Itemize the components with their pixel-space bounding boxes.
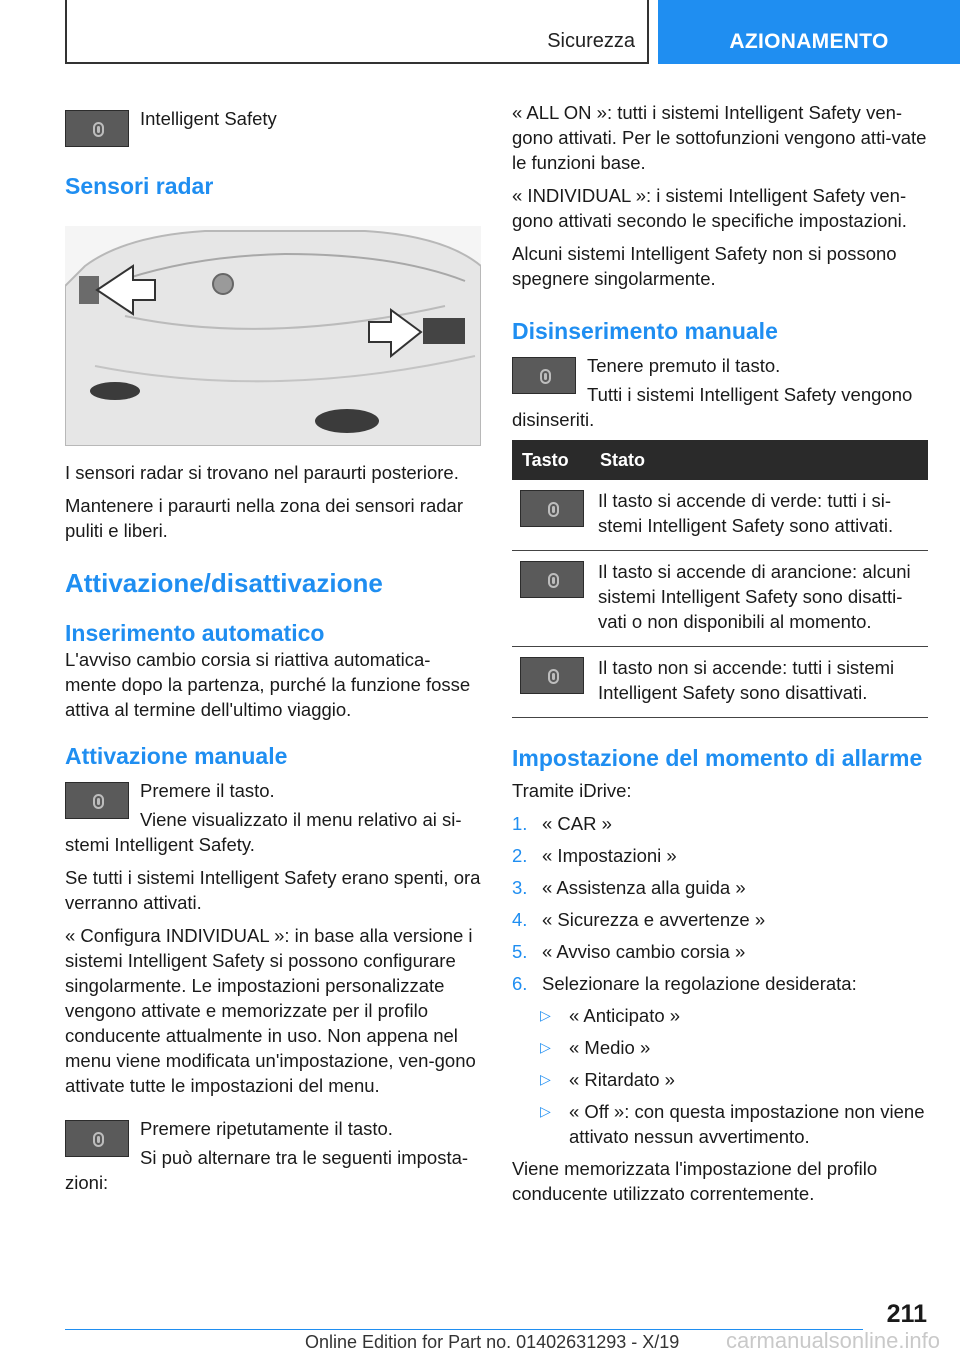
manual-off-heading: Disinserimento manuale: [512, 318, 778, 344]
list-item: 5. « Avviso cambio corsia »: [512, 941, 746, 962]
list-item: 6. Selezionare la regolazione desiderata: ▷ « Anticipato » ▷ « Medio » ▷ « Ritardato » ▷ « Off »: con questa impostazione non viene attivato nessun avvertimento.: [512, 971, 928, 1149]
manual-all-off-text: Se tutti i sistemi Intelligent Safety erano spenti, ora verranno attivati.: [65, 867, 481, 913]
left-column: [65, 100, 481, 1203]
options-list: [542, 1003, 928, 1149]
intelligent-safety-button-icon: [520, 561, 584, 598]
radar-heading: Sensori radar: [65, 173, 214, 199]
edition-text: Online Edition for Part no. 01402631293 - X/19: [305, 1332, 680, 1352]
intelligent-safety-button-icon: [65, 782, 129, 819]
configure-individual-text: « Configura INDIVIDUAL »: in base alla versione i sistemi Intelligent Safety si possono configurare singolarmente. Le impostazioni personalizzate vengono attivate e memorizzate per il profilo conducente attualmente in uso. Non appena nel menu viene modificata un'impostazione, ven-gono attivate tutte le impostazioni del menu.: [65, 925, 476, 1096]
auto-text: L'avviso cambio corsia si riattiva automatica-mente dopo la partenza, purché la funzione fosse attiva al termine dell'ultimo viaggio.: [65, 649, 471, 720]
table-header-stato: Stato: [590, 440, 928, 480]
chapter-tab[interactable]: [658, 0, 960, 64]
car-rear-illustration: [65, 226, 481, 446]
activation-heading: Attivazione/disattivazione: [65, 568, 383, 598]
radar-location-text: I sensori radar si trovano nel paraurti posteriore.: [65, 462, 459, 483]
some-off-text: Alcuni sistemi Intelligent Safety non si possono spegnere singolarmente.: [512, 243, 897, 289]
header-section-box: [65, 0, 649, 64]
intro-label: Intelligent Safety: [140, 108, 277, 129]
rear-bumper-radar-figure: [65, 226, 481, 446]
table-row: [512, 647, 928, 718]
table-cell-status: Il tasto si accende di arancione: alcuni sistemi Intelligent Safety sono disatti-vati o non disponibili al momento.: [590, 551, 928, 647]
hold-press-text: Tenere premuto il tasto.: [587, 355, 781, 376]
saved-profile-text: Viene memorizzata l'impostazione del profilo conducente utilizzato correntemente.: [512, 1158, 878, 1204]
individual-text: « INDIVIDUAL »: i sistemi Intelligent Safety ven-gono attivati secondo le specifiche impostazioni.: [512, 185, 907, 231]
repeat-switch-text: Si può alternare tra le seguenti imposta-zioni:: [65, 1147, 469, 1193]
all-on-text: « ALL ON »: tutti i sistemi Intelligent Safety ven-gono attivati. Per le sottofunzioni vengono atti-vate le funzioni base.: [512, 102, 927, 173]
manual-press-text: Premere il tasto.: [140, 780, 275, 801]
list-item: 4. « Sicurezza e avvertenze »: [512, 909, 766, 930]
intelligent-safety-button-icon: [512, 357, 576, 394]
list-item: 3. « Assistenza alla guida »: [512, 877, 746, 898]
right-column: [512, 100, 928, 1214]
watermark: carmanualsonline.info: [725, 1328, 940, 1353]
intro-row: [65, 106, 481, 146]
repeat-press-row: [65, 1116, 481, 1195]
intelligent-safety-button-icon: [65, 110, 129, 147]
steps-list: [512, 811, 928, 1149]
intelligent-safety-button-icon: [520, 657, 584, 694]
intelligent-safety-button-icon: [65, 1120, 129, 1157]
table-header-tasto: Tasto: [512, 440, 590, 480]
manual-press-row: [65, 778, 481, 857]
chapter-title: AZIONAMENTO: [729, 30, 889, 53]
radar-clean-text: Mantenere i paraurti nella zona dei sensori radar puliti e liberi.: [65, 495, 463, 541]
table-row: [512, 551, 928, 647]
hold-press-row: [512, 353, 928, 432]
button-status-table: [512, 440, 928, 718]
page-number: 211: [886, 1300, 927, 1328]
page-header: [0, 0, 960, 66]
manual-heading: Attivazione manuale: [65, 743, 288, 769]
list-item: 2. « Impostazioni »: [512, 845, 677, 866]
auto-heading: Inserimento automatico: [65, 620, 325, 646]
list-item: 1. « CAR »: [512, 813, 612, 834]
table-cell-status: Il tasto si accende di verde: tutti i si-stemi Intelligent Safety sono attivati.: [590, 480, 928, 551]
option-item: ▷ « Off »: con questa impostazione non viene attivato nessun avvertimento.: [540, 1101, 925, 1147]
option-item: ▷ « Ritardato »: [540, 1069, 675, 1090]
option-item: ▷ « Medio »: [540, 1037, 651, 1058]
intelligent-safety-button-icon: [520, 490, 584, 527]
idrive-text: Tramite iDrive:: [512, 780, 632, 801]
table-cell-status: Il tasto non si accende: tutti i sistemi Intelligent Safety sono disattivati.: [590, 647, 928, 718]
option-item: ▷ « Anticipato »: [540, 1005, 681, 1026]
section-title: Sicurezza: [547, 30, 635, 52]
all-off-text: Tutti i sistemi Intelligent Safety vengono disinseriti.: [512, 384, 913, 430]
manual-menu-text: Viene visualizzato il menu relativo ai si-stemi Intelligent Safety.: [65, 809, 462, 855]
table-row: [512, 480, 928, 551]
repeat-press-text: Premere ripetutamente il tasto.: [140, 1118, 393, 1139]
alarm-heading: Impostazione del momento di allarme: [512, 745, 923, 771]
